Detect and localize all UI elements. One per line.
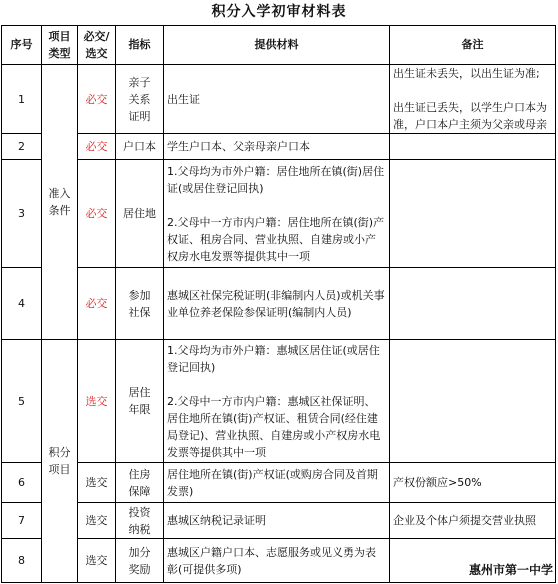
- remarks: [390, 134, 556, 160]
- table-row: [2, 340, 556, 463]
- required-badge: 必交: [78, 160, 116, 268]
- indicator: 加分 奖励: [116, 539, 164, 583]
- indicator: 居住地: [116, 160, 164, 268]
- remarks: [390, 160, 556, 268]
- indicator: 投资 纳税: [116, 503, 164, 539]
- materials: 惠城区社保完税证明(非编制内人员)或机关事业单位养老保险参保证明(编制内人员): [164, 268, 390, 340]
- required-badge: 选交: [78, 340, 116, 463]
- materials: 出生证: [164, 65, 390, 134]
- remarks: 产权份额应>50%: [390, 463, 556, 503]
- category-entry: 准入 条件: [42, 65, 78, 340]
- table-row: [2, 503, 556, 539]
- page-title: 积分入学初审材料表: [211, 4, 347, 20]
- remarks: [390, 268, 556, 340]
- required-badge: 必交: [78, 65, 116, 134]
- required-label: 选交: [78, 463, 116, 503]
- row-number: 7: [2, 503, 42, 539]
- remarks: 出生证未丢失，以出生证为准; 出生证已丢失，以学生户口本为准，户口本户主须为父亲或母亲: [390, 65, 556, 134]
- row-number: 2: [2, 134, 42, 160]
- remarks: 企业及个体户须提交营业执照: [390, 503, 556, 539]
- table-row: [2, 268, 556, 340]
- table-row: [2, 65, 556, 134]
- materials: 居住地所在镇(街)产权证(或购房合同及首期发票): [164, 463, 390, 503]
- required-label: 选交: [78, 539, 116, 583]
- table-row: [2, 463, 556, 503]
- required-badge: 必交: [78, 268, 116, 340]
- header-no: 序号: [2, 26, 42, 65]
- row-number: 4: [2, 268, 42, 340]
- table-row: [2, 134, 556, 160]
- header-category: 项目 类型: [42, 26, 78, 65]
- row-number: 3: [2, 160, 42, 268]
- header-indicator: 指标: [116, 26, 164, 65]
- remarks: [390, 340, 556, 463]
- indicator: 住房 保障: [116, 463, 164, 503]
- indicator: 户口本: [116, 134, 164, 160]
- header-remarks: 备注: [390, 26, 556, 65]
- header-materials: 提供材料: [164, 26, 390, 65]
- table-row: [2, 160, 556, 268]
- materials: 惠城区户籍户口本、志愿服务或见义勇为表彰(可提供多项): [164, 539, 390, 583]
- materials-table: [1, 25, 556, 583]
- materials: 惠城区纳税记录证明: [164, 503, 390, 539]
- row-number: 5: [2, 340, 42, 463]
- category-points: 积分 项目: [42, 340, 78, 583]
- required-label: 选交: [78, 503, 116, 539]
- materials: 学生户口本、父亲母亲户口本: [164, 134, 390, 160]
- row-number: 1: [2, 65, 42, 134]
- indicator: 居住 年限: [116, 340, 164, 463]
- indicator: 参加 社保: [116, 268, 164, 340]
- materials: 1.父母均为市外户籍：居住地所在镇(街)居住证(或居住登记回执) 2.父母中一方市内户籍：居住地所在镇(街)产权证、租房合同、营业执照、自建房或小产权房水电发票等提供其中一项: [164, 160, 390, 268]
- row-number: 8: [2, 539, 42, 583]
- header-required: 必交/ 选交: [78, 26, 116, 65]
- materials: 1.父母均为市外户籍：惠城区居住证(或居住登记回执) 2.父母中一方市内户籍：惠城区社保证明、居住地所在镇(街)产权证、租赁合同(经住建局登记)、营业执照、自建房或小产权房水电发票等提供其中一项: [164, 340, 390, 463]
- header-row: [2, 26, 556, 65]
- watermark-label: 惠州市第一中学: [468, 563, 553, 577]
- required-badge: 必交: [78, 134, 116, 160]
- indicator: 亲子 关系 证明: [116, 65, 164, 134]
- row-number: 6: [2, 463, 42, 503]
